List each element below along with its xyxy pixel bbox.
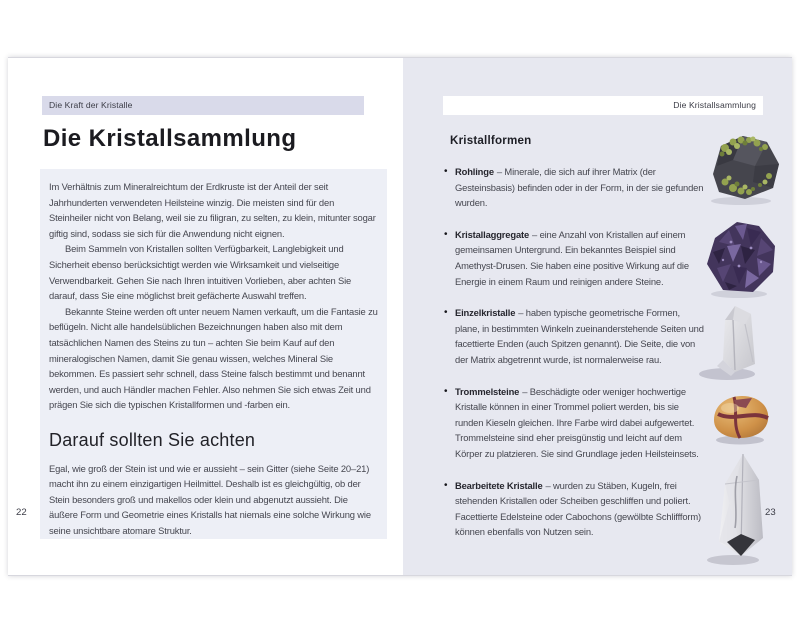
bullet-term: Rohlinge xyxy=(455,166,494,177)
bullet-term: Bearbeitete Kristalle xyxy=(455,479,543,491)
amethyst-cluster-photo xyxy=(695,212,787,300)
bullet-text: – eine Anzahl von Kristallen auf einem gemeinsamen Untergrund. Ein bekanntes Beispiel sind Amethyst-Drusen. Sie haben eine positive Wirkung auf die Energie in einem Raum und reinigen andere Steine. xyxy=(455,228,689,287)
list-item xyxy=(443,478,706,540)
bullet-term: Kristallaggregate xyxy=(455,228,530,240)
list-item xyxy=(443,164,706,211)
tumbled-stone-photo xyxy=(695,388,787,446)
bullet-list xyxy=(443,164,706,556)
bullet-text: – wurden zu Stäben, Kugeln, frei stehenden Kristallen oder Scheiben geschliffen und poliert. Facettierte Edelsteine oder Cabochons (gewölbte Schliffform) können ebenfalls von Nutzen sein. xyxy=(455,479,701,538)
left-page xyxy=(8,58,403,575)
page-number-left: 22 xyxy=(16,507,27,518)
bullet-text: – Beschädigte oder weniger hochwertige Kristalle können in einer Trommel poliert werden, bis sie runden Kieseln gleichen. Ihre Farbe wird dabei aufgewertet. Trommelsteine sind eher preisgünstig und leicht auf dem Körper zu platzieren. Sie sind Grundlage jeden Heilsteinsets. xyxy=(455,385,699,459)
page-title: Die Kristallsammlung xyxy=(43,125,297,152)
list-item xyxy=(443,384,706,462)
list-item xyxy=(443,305,706,367)
raw-mineral-on-matrix-photo xyxy=(695,126,787,206)
subheading: Darauf sollten Sie achten xyxy=(49,429,256,450)
clear-quartz-point-photo xyxy=(695,300,787,388)
page-number-right: 23 xyxy=(765,507,776,518)
paragraph: Im Verhältnis zum Mineralreichtum der Erdkruste ist der Anteil der seit Jahrhunderten verwendeten Heilsteine winzig. Die meisten sind für den Steinheiler nicht von Belang, weil sie zu filigran, zu selten, zu klein, mitunter sogar giftig sind, sodass sie sich für die Anwendung nicht eignen. xyxy=(49,181,376,239)
right-page xyxy=(403,58,792,575)
running-header-left: Die Kraft der Kristalle xyxy=(42,96,364,115)
list-item xyxy=(443,227,706,289)
running-header-right: Die Kristallsammlung xyxy=(443,96,763,115)
bullet-term: Trommelsteine xyxy=(455,385,520,397)
paragraph: Bekannte Steine werden oft unter neuem Namen verkauft, um die Fantasie zu beflügeln. Nicht alle handelsüblichen Bezeichnungen haben also mit dem tatsächlichen Namen des Steins zu tun – achten Sie beim Kauf auf den mineralogischen Namen, damit Sie genau wissen, welches Mineral Sie bekommen. Es passiert sehr schnell, dass Steine falsch bestimmt und benannt werden, und auch Händler machen Fehler. Also nehmen Sie sich etwas Zeit und prägen Sie sich die typischen Kristallformen und -farben ein. xyxy=(49,305,378,411)
bullet-text: – Minerale, die sich auf ihrer Matrix (der Gesteinsbasis) befinden oder in der Form, in der sie gefunden wurden. xyxy=(455,166,704,209)
section-title: Kristallformen xyxy=(450,134,532,147)
paragraph: Beim Sammeln von Kristallen sollten Verfügbarkeit, Langlebigkeit und Sicherheit ebenso berücksichtigt werden wie Wirksamkeit und vielseitige Verwendbarkeit. Gehen Sie nach Ihren intuitiven Vorlieben, aber achten Sie darauf, dass Sie eine möglichst breit gefächerte Auswahl treffen. xyxy=(49,243,352,302)
paragraph: Egal, wie groß der Stein ist und wie er aussieht – sein Gitter (siehe Seite 20–21) macht ihn zu einem einzigartigen Heilmittel. Deshalb ist es gleichgültig, ob der Stein besonders groß und makellos oder klein und abgenutzt aussieht. Die äußere Form und Geometrie eines Kristalls hat niemals eine solche Wirkung wie seine unsichtbare atomare Struktur. xyxy=(49,462,371,536)
bullet-term: Einzelkristalle xyxy=(455,307,516,319)
bullet-text: – haben typische geometrische Formen, plane, in bestimmten Winkeln zueinanderstehende Seiten und facettierte Enden (auch Spitzen genannt). Die Seite, die von der Matrix abgetrennt wurde, ist normalerweise rau. xyxy=(455,307,704,365)
body-text-panel xyxy=(40,169,387,539)
book-spread xyxy=(8,57,792,576)
